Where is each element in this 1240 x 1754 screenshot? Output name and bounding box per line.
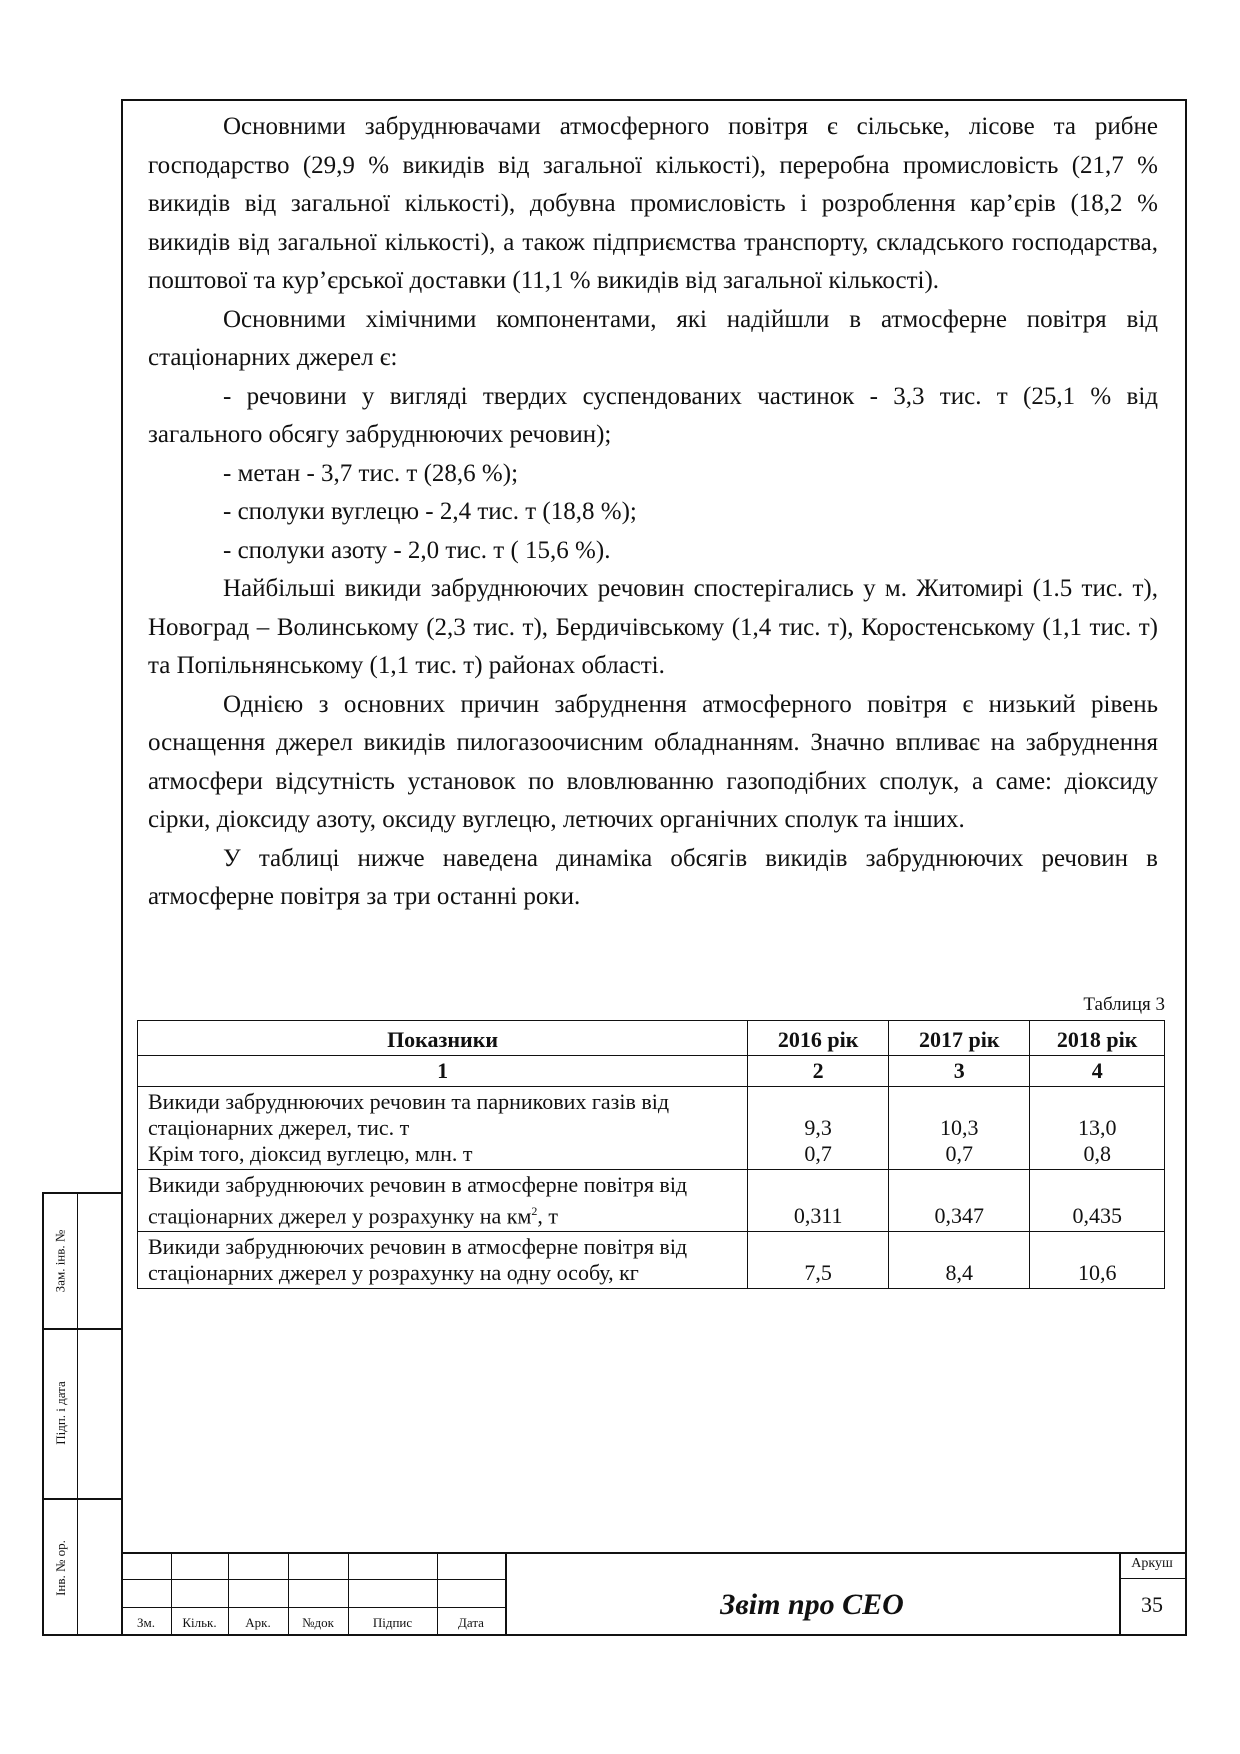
margin-strip	[42, 1192, 121, 1636]
cell-value: 0,8	[1083, 1141, 1111, 1166]
row-label-line: Викиди забруднюючих речовин в атмосферне повітря від	[148, 1234, 688, 1260]
row-label	[138, 1232, 748, 1289]
strip-label: Інв. № ор.	[52, 1540, 68, 1596]
table-cell	[889, 1087, 1030, 1170]
document-title: Звіт про СЕО	[720, 1588, 904, 1621]
row-label-line: стаціонарних джерел у розрахунку на $км^2$, т	[148, 1203, 559, 1229]
column-header: Показники	[138, 1021, 748, 1056]
table-header-row	[138, 1021, 1165, 1056]
table-cell	[748, 1087, 889, 1170]
cell-value: 0,7	[804, 1141, 832, 1166]
title-block-label: Підпис	[372, 1615, 413, 1630]
cell-value: 13,0	[1077, 1115, 1117, 1140]
table-cell: 7,5	[748, 1232, 889, 1289]
paragraph: - сполуки вуглецю - 2,4 тис. т (18,8 %);	[223, 498, 637, 525]
table-cell: 10,6	[1030, 1232, 1165, 1289]
body-text	[148, 108, 1158, 917]
table-cell: 0,347	[889, 1170, 1030, 1232]
paragraph: - метан - 3,7 тис. т (28,6 %);	[223, 459, 519, 487]
title-block-label: №док	[302, 1615, 334, 1630]
paragraph: - сполуки азоту - 2,0 тис. т ( 15,6 %).	[223, 536, 611, 564]
emissions-table	[137, 1020, 1165, 1289]
title-block	[121, 1552, 1187, 1636]
paragraph: - речовини у вигляді твердих суспендованих частинок - 3,3 тис. т (25,1 % від загального обсягу забруднюючих речовин);	[148, 382, 1158, 448]
row-label-line: Крім того, діоксид вуглецю, млн. т	[148, 1141, 473, 1166]
sheet-number: 35	[1141, 1592, 1163, 1617]
title-block-label: Зм.	[137, 1615, 155, 1630]
column-header: 2018 рік	[1030, 1021, 1165, 1056]
row-label-line: стаціонарних джерел, тис. т	[148, 1115, 410, 1140]
cell-value: 0,7	[945, 1141, 974, 1166]
paragraph: У таблиці нижче наведена динаміка обсягів викидів забруднюючих речовин в атмосферне повітря за три останні роки.	[148, 844, 1158, 910]
column-number: 2	[748, 1056, 889, 1087]
table-row	[138, 1232, 1165, 1289]
column-header: 2017 рік	[889, 1021, 1030, 1056]
strip-label: Підп. і дата	[52, 1381, 68, 1445]
column-number: 4	[1030, 1056, 1165, 1087]
row-label-line: стаціонарних джерел у розрахунку на одну особу, кг	[148, 1260, 639, 1286]
table-cell	[1030, 1087, 1165, 1170]
table-caption: Таблиця 3	[1083, 994, 1165, 1015]
column-number: 1	[138, 1056, 748, 1087]
row-label	[138, 1170, 748, 1232]
cell-value: 10,3	[940, 1115, 979, 1140]
paragraph: Однією з основних причин забруднення атмосферного повітря є низький рівень оснащення джерел викидів пилогазоочисним обладнанням. Значно впливає на забруднення атмосфери відсутність установок по вловлюванню газоподібних сполук, а саме: діоксиду сірки, діоксиду азоту, оксиду вуглецю, летючих органічних сполук та інших.	[148, 690, 1158, 833]
row-label-line: Викиди забруднюючих речовин та парникових газів від	[148, 1089, 670, 1114]
column-number: 3	[889, 1056, 1030, 1087]
title-block-label: Дата	[458, 1615, 484, 1630]
table-row	[138, 1170, 1165, 1232]
table-cell: 0,311	[748, 1170, 889, 1232]
strip-label: Зам. інв. №	[52, 1229, 68, 1293]
table-cell: 8,4	[889, 1232, 1030, 1289]
cell-value: 9,3	[804, 1115, 832, 1140]
table-cell: 0,435	[1030, 1170, 1165, 1232]
paragraph: Найбільші викиди забруднюючих речовин спостерігались у м. Житомирі (1.5 тис. т), Новоград – Волинському (2,3 тис. т), Бердичівському (1,4 тис. т), Коростенському (1,1 тис. т) та Попільнянському (1,1 тис. т) районах області.	[148, 575, 1158, 679]
row-label	[138, 1087, 748, 1170]
paragraph: Основними забруднювачами атмосферного повітря є сільське, лісове та рибне господарство (29,9 % викидів від загальної кількості), переробна промисловість (21,7 % викидів від загальної кількості), добувна промисловість і розроблення кар’єрів (18,2 % викидів від загальної кількості), а також підприємства транспорту, складського господарства, поштової та кур’єрської доставки (11,1 % викидів від загальної кількості).	[148, 113, 1158, 294]
table-row	[138, 1087, 1165, 1170]
column-header: 2016 рік	[748, 1021, 889, 1056]
paragraph: Основними хімічними компонентами, які надійшли в атмосферне повітря від стаціонарних джерел є:	[148, 305, 1158, 371]
sheet-label: Аркуш	[1131, 1556, 1173, 1571]
title-block-label: Кільк.	[182, 1615, 217, 1630]
table-number-row	[138, 1056, 1165, 1087]
row-label-line: Викиди забруднюючих речовин в атмосферне повітря від	[148, 1172, 688, 1197]
title-block-label: Арк.	[245, 1615, 271, 1630]
